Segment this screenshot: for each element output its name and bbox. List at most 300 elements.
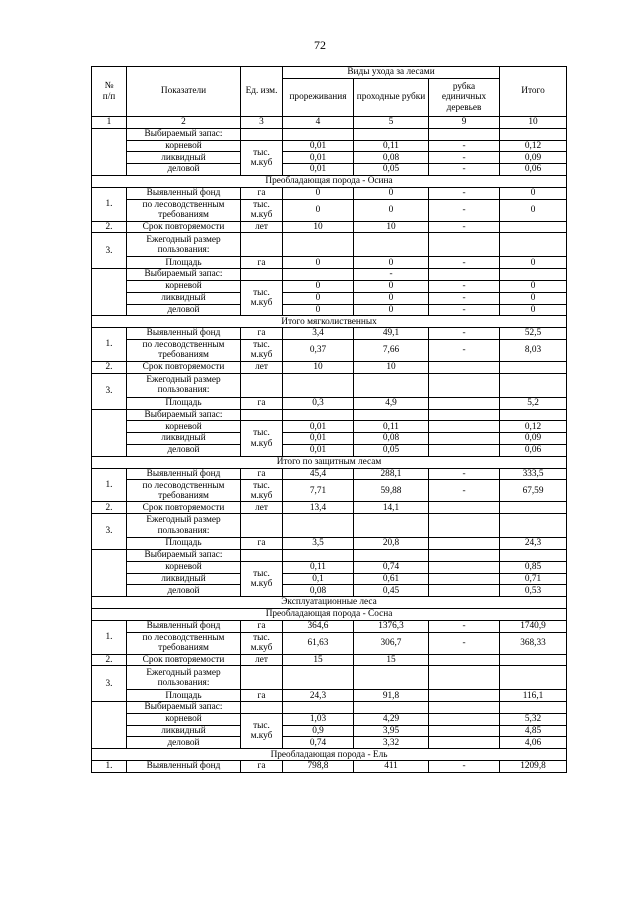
value-cell: 0,1: [283, 573, 354, 585]
stock-label: Выбираемый запас:: [127, 128, 241, 140]
value-cell: 0,09: [500, 152, 567, 164]
table-row: [92, 140, 567, 152]
forest-care-table: [91, 66, 567, 773]
value-cell: 52,5: [500, 328, 567, 340]
empty-cell: [283, 666, 354, 690]
table-row: [92, 328, 567, 340]
section-title: Преобладающая порода - Сосна: [92, 608, 567, 620]
row-number: 3.: [92, 514, 127, 550]
value-cell: 0,08: [283, 585, 354, 597]
liquid-label: ликвидный: [127, 725, 241, 737]
table-row: [92, 152, 567, 164]
value-cell: 4,06: [500, 737, 567, 749]
table-row: [92, 573, 567, 585]
empty-cell: [241, 269, 283, 281]
unit-cell: тыс. м.куб: [241, 561, 283, 596]
empty-cell: [354, 666, 429, 690]
section-title: Итого мягколиственных: [92, 316, 567, 328]
value-cell: 1209,8: [500, 761, 567, 773]
root-label: корневой: [127, 280, 241, 292]
period-label: Срок повторяемости: [127, 502, 241, 514]
value-cell: 0,74: [283, 737, 354, 749]
column-number: 4: [283, 117, 354, 129]
value-cell: 7,71: [283, 480, 354, 502]
value-cell: 0: [283, 304, 354, 316]
value-cell: 411: [354, 761, 429, 773]
empty-cell: [429, 702, 500, 714]
value-cell: 0,61: [354, 573, 429, 585]
value-cell: 10: [283, 361, 354, 373]
business-label: деловой: [127, 164, 241, 176]
business-label: деловой: [127, 585, 241, 597]
page-number: 72: [314, 38, 326, 52]
section-title: Эксплуатационные леса: [92, 597, 567, 609]
empty-cell: [92, 549, 127, 596]
value-cell: -: [429, 761, 500, 773]
unit-cell: га: [241, 538, 283, 550]
value-cell: 116,1: [500, 690, 567, 702]
value-cell: 45,4: [283, 468, 354, 480]
empty-cell: [500, 549, 567, 561]
value-cell: 0: [500, 199, 567, 221]
value-cell: [429, 561, 500, 573]
row-number: 1.: [92, 468, 127, 502]
value-cell: 0: [500, 280, 567, 292]
value-cell: 0: [500, 304, 567, 316]
empty-cell: [241, 549, 283, 561]
value-cell: [429, 585, 500, 597]
unit-cell: лет: [241, 221, 283, 233]
row-number: 2.: [92, 654, 127, 666]
empty-cell: [283, 549, 354, 561]
table-row: [92, 725, 567, 737]
value-cell: -: [429, 620, 500, 632]
fund-label-line: требованиям: [158, 643, 209, 653]
empty-cell: [354, 128, 429, 140]
value-cell: 0: [500, 292, 567, 304]
empty-cell: [283, 128, 354, 140]
table-row: [92, 199, 567, 210]
value-cell: 0: [283, 292, 354, 304]
value-cell: -: [429, 164, 500, 176]
row-number: 3.: [92, 666, 127, 702]
column-number: 10: [500, 117, 567, 129]
header-thinning: прореживания: [283, 79, 354, 117]
empty-cell: [429, 128, 500, 140]
value-cell: 0: [354, 187, 429, 199]
empty-cell: [500, 373, 567, 397]
unit-cell: тыс. м.куб: [241, 713, 283, 748]
empty-cell: [241, 514, 283, 538]
value-cell: -: [429, 480, 500, 502]
table-row: [92, 444, 567, 456]
row-number: 2.: [92, 361, 127, 373]
annual-label: Ежегодный размер пользования:: [127, 666, 241, 690]
value-cell: 49,1: [354, 328, 429, 340]
area-label: Площадь: [127, 397, 241, 409]
business-label: деловой: [127, 304, 241, 316]
value-cell: 3,4: [283, 328, 354, 340]
table-row: [92, 409, 567, 421]
unit-cell: тыс. м.куб: [241, 140, 283, 175]
value-cell: 0: [354, 304, 429, 316]
fund-label-line: требованиям: [158, 210, 209, 221]
fund-label: [127, 199, 241, 221]
table-row: [92, 373, 567, 397]
value-cell: 0: [283, 280, 354, 292]
empty-cell: [354, 233, 429, 257]
empty-cell: [92, 702, 127, 749]
value-cell: 0,74: [354, 561, 429, 573]
fund-label-line: по лесоводственным: [142, 340, 225, 351]
value-cell: -: [354, 269, 429, 281]
table-row: [92, 737, 567, 749]
value-cell: 0,9: [283, 725, 354, 737]
empty-cell: [429, 233, 500, 257]
area-label: Площадь: [127, 538, 241, 550]
value-cell: 0,06: [500, 164, 567, 176]
value-cell: 3,5: [283, 538, 354, 550]
value-cell: [429, 361, 500, 373]
value-cell: 1,03: [283, 713, 354, 725]
value-cell: -: [429, 221, 500, 233]
unit-cell: тыс. м.куб: [241, 480, 283, 502]
row-number: 2.: [92, 502, 127, 514]
stock-label: Выбираемый запас:: [127, 269, 241, 281]
row-number: 1.: [92, 328, 127, 362]
empty-cell: [354, 409, 429, 421]
value-cell: 364,6: [283, 620, 354, 632]
value-cell: 0,01: [283, 433, 354, 445]
period-label: Срок повторяемости: [127, 221, 241, 233]
table-row: [92, 654, 567, 666]
table-row: [92, 221, 567, 233]
value-cell: 0,09: [500, 433, 567, 445]
value-cell: 0,12: [500, 421, 567, 433]
value-cell: [500, 502, 567, 514]
row-number: 2.: [92, 221, 127, 233]
empty-cell: [92, 409, 127, 456]
value-cell: 3,95: [354, 725, 429, 737]
value-cell: 0,01: [283, 140, 354, 152]
value-cell: 59,88: [354, 480, 429, 502]
liquid-label: ликвидный: [127, 152, 241, 164]
empty-cell: [241, 128, 283, 140]
empty-cell: [429, 409, 500, 421]
value-cell: -: [429, 304, 500, 316]
value-cell: [429, 538, 500, 550]
unit-cell: га: [241, 397, 283, 409]
value-cell: -: [429, 140, 500, 152]
value-cell: 10: [354, 221, 429, 233]
value-cell: 13,4: [283, 502, 354, 514]
column-number: 5: [354, 117, 429, 129]
empty-cell: [500, 666, 567, 690]
fund-label-line: по лесоводственным: [142, 480, 225, 491]
unit-cell: тыс. м.куб: [241, 339, 283, 361]
empty-cell: [354, 514, 429, 538]
value-cell: 0,05: [354, 164, 429, 176]
table-row: [92, 761, 567, 773]
value-cell: 0: [354, 292, 429, 304]
table-row: [92, 117, 567, 129]
empty-cell: [354, 702, 429, 714]
section-title: Итого по защитным лесам: [92, 456, 567, 468]
empty-cell: [500, 702, 567, 714]
section-title: Преобладающая порода - Ель: [92, 749, 567, 761]
table-row: [92, 316, 567, 328]
value-cell: [429, 713, 500, 725]
header-total: Итого: [500, 67, 567, 117]
table-row: [92, 549, 567, 561]
stock-label: Выбираемый запас:: [127, 702, 241, 714]
value-cell: 0: [283, 257, 354, 269]
fund-label-line: по лесоводственным: [142, 632, 225, 643]
empty-cell: [283, 409, 354, 421]
value-cell: 0,06: [500, 444, 567, 456]
value-cell: 4,9: [354, 397, 429, 409]
header-name: Показатели: [127, 67, 241, 117]
value-cell: [283, 269, 354, 281]
header-group: Виды ухода за лесами: [283, 67, 500, 79]
section-title: Преобладающая порода - Осина: [92, 175, 567, 187]
value-cell: [429, 690, 500, 702]
table-row: [92, 620, 567, 632]
fund-label: Выявленный фонд: [127, 468, 241, 480]
table-row: [92, 292, 567, 304]
empty-cell: [283, 233, 354, 257]
unit-cell: га: [241, 328, 283, 340]
empty-cell: [500, 233, 567, 257]
empty-cell: [500, 409, 567, 421]
column-number: 2: [127, 117, 241, 129]
empty-cell: [241, 666, 283, 690]
table-row: [92, 632, 567, 643]
value-cell: [429, 421, 500, 433]
value-cell: -: [429, 468, 500, 480]
unit-cell: га: [241, 468, 283, 480]
column-number: 9: [429, 117, 500, 129]
header-passage: проходные рубки: [354, 79, 429, 117]
row-number: 3.: [92, 233, 127, 269]
empty-cell: [283, 702, 354, 714]
row-number: 1.: [92, 761, 127, 773]
empty-cell: [354, 549, 429, 561]
liquid-label: ликвидный: [127, 292, 241, 304]
table-row: [92, 480, 567, 491]
empty-cell: [241, 702, 283, 714]
unit-cell: га: [241, 257, 283, 269]
unit-cell: тыс. м.куб: [241, 421, 283, 456]
value-cell: -: [429, 257, 500, 269]
table-row: [92, 502, 567, 514]
value-cell: 0,01: [283, 164, 354, 176]
value-cell: 288,1: [354, 468, 429, 480]
business-label: деловой: [127, 444, 241, 456]
value-cell: 0,11: [283, 561, 354, 573]
annual-label: Ежегодный размер пользования:: [127, 233, 241, 257]
table-row: [92, 468, 567, 480]
table-row: [92, 608, 567, 620]
row-number: 1.: [92, 187, 127, 221]
unit-cell: лет: [241, 654, 283, 666]
value-cell: -: [429, 292, 500, 304]
unit-cell: га: [241, 620, 283, 632]
empty-cell: [241, 409, 283, 421]
fund-label-line: требованиям: [158, 350, 209, 361]
table-row: [92, 538, 567, 550]
empty-cell: [429, 514, 500, 538]
table-row: [92, 280, 567, 292]
fund-label: Выявленный фонд: [127, 328, 241, 340]
table-row: [92, 585, 567, 597]
value-cell: 91,8: [354, 690, 429, 702]
fund-label: [127, 480, 241, 502]
value-cell: [429, 737, 500, 749]
empty-cell: [241, 373, 283, 397]
empty-cell: [283, 514, 354, 538]
value-cell: [429, 397, 500, 409]
table-row: [92, 269, 567, 281]
value-cell: 15: [354, 654, 429, 666]
header-unit: Ед. изм.: [241, 67, 283, 117]
value-cell: 7,66: [354, 339, 429, 361]
unit-cell: га: [241, 761, 283, 773]
unit-cell: лет: [241, 361, 283, 373]
unit-cell: га: [241, 690, 283, 702]
column-number: 3: [241, 117, 283, 129]
unit-cell: тыс. м.куб: [241, 632, 283, 654]
table-row: [92, 713, 567, 725]
root-label: корневой: [127, 561, 241, 573]
value-cell: 4,85: [500, 725, 567, 737]
value-cell: [429, 573, 500, 585]
fund-label: [127, 632, 241, 654]
table-row: [92, 164, 567, 176]
annual-label: Ежегодный размер пользования:: [127, 514, 241, 538]
table-row: [92, 361, 567, 373]
table-row: [92, 339, 567, 350]
annual-label: Ежегодный размер пользования:: [127, 373, 241, 397]
table-row: [92, 421, 567, 433]
value-cell: 5,2: [500, 397, 567, 409]
column-number: 1: [92, 117, 127, 129]
table-row: [92, 128, 567, 140]
value-cell: [429, 502, 500, 514]
empty-cell: [283, 373, 354, 397]
value-cell: 306,7: [354, 632, 429, 654]
value-cell: [429, 433, 500, 445]
period-label: Срок повторяемости: [127, 654, 241, 666]
value-cell: -: [429, 152, 500, 164]
table-row: [92, 456, 567, 468]
table-row: [92, 597, 567, 609]
liquid-label: ликвидный: [127, 433, 241, 445]
value-cell: [429, 654, 500, 666]
table-row: [92, 749, 567, 761]
value-cell: 0: [500, 187, 567, 199]
value-cell: [429, 269, 500, 281]
fund-label: Выявленный фонд: [127, 761, 241, 773]
value-cell: [500, 269, 567, 281]
value-cell: 0: [283, 187, 354, 199]
area-label: Площадь: [127, 257, 241, 269]
value-cell: 0: [354, 280, 429, 292]
period-label: Срок повторяемости: [127, 361, 241, 373]
value-cell: 0: [500, 257, 567, 269]
value-cell: 0,01: [283, 421, 354, 433]
value-cell: -: [429, 199, 500, 221]
value-cell: 0,01: [283, 152, 354, 164]
empty-cell: [241, 233, 283, 257]
empty-cell: [92, 269, 127, 316]
row-number: 1.: [92, 620, 127, 654]
value-cell: 0,85: [500, 561, 567, 573]
value-cell: 10: [283, 221, 354, 233]
unit-cell: лет: [241, 502, 283, 514]
table-row: [92, 175, 567, 187]
table-row: [92, 690, 567, 702]
table-row: [92, 257, 567, 269]
root-label: корневой: [127, 713, 241, 725]
value-cell: 1740,9: [500, 620, 567, 632]
value-cell: -: [429, 328, 500, 340]
table-row: [92, 187, 567, 199]
value-cell: 4,29: [354, 713, 429, 725]
table-row: [92, 702, 567, 714]
stock-label: Выбираемый запас:: [127, 409, 241, 421]
fund-label-line: требованиям: [158, 490, 209, 501]
value-cell: 0: [283, 199, 354, 221]
table-row: [92, 304, 567, 316]
stock-label: Выбираемый запас:: [127, 549, 241, 561]
value-cell: 0,11: [354, 421, 429, 433]
value-cell: 0,71: [500, 573, 567, 585]
value-cell: 8,03: [500, 339, 567, 361]
business-label: деловой: [127, 737, 241, 749]
fund-label: Выявленный фонд: [127, 620, 241, 632]
empty-cell: [354, 373, 429, 397]
value-cell: 0,08: [354, 152, 429, 164]
fund-label: [127, 339, 241, 361]
header-single: рубка единичных деревьев: [429, 79, 500, 117]
empty-cell: [92, 128, 127, 175]
value-cell: 15: [283, 654, 354, 666]
liquid-label: ликвидный: [127, 573, 241, 585]
value-cell: 0,3: [283, 397, 354, 409]
value-cell: 14,1: [354, 502, 429, 514]
row-number: 3.: [92, 373, 127, 409]
table-row: [92, 233, 567, 257]
table-row: [92, 433, 567, 445]
value-cell: 798,8: [283, 761, 354, 773]
value-cell: 333,5: [500, 468, 567, 480]
value-cell: 0,08: [354, 433, 429, 445]
value-cell: 0,45: [354, 585, 429, 597]
value-cell: 0,05: [354, 444, 429, 456]
value-cell: 0,12: [500, 140, 567, 152]
unit-cell: тыс. м.куб: [241, 280, 283, 315]
value-cell: [429, 725, 500, 737]
value-cell: -: [429, 187, 500, 199]
value-cell: 0,11: [354, 140, 429, 152]
value-cell: 0,53: [500, 585, 567, 597]
value-cell: 0,01: [283, 444, 354, 456]
area-label: Площадь: [127, 690, 241, 702]
value-cell: -: [429, 632, 500, 654]
fund-label: Выявленный фонд: [127, 187, 241, 199]
table-row: [92, 67, 567, 79]
